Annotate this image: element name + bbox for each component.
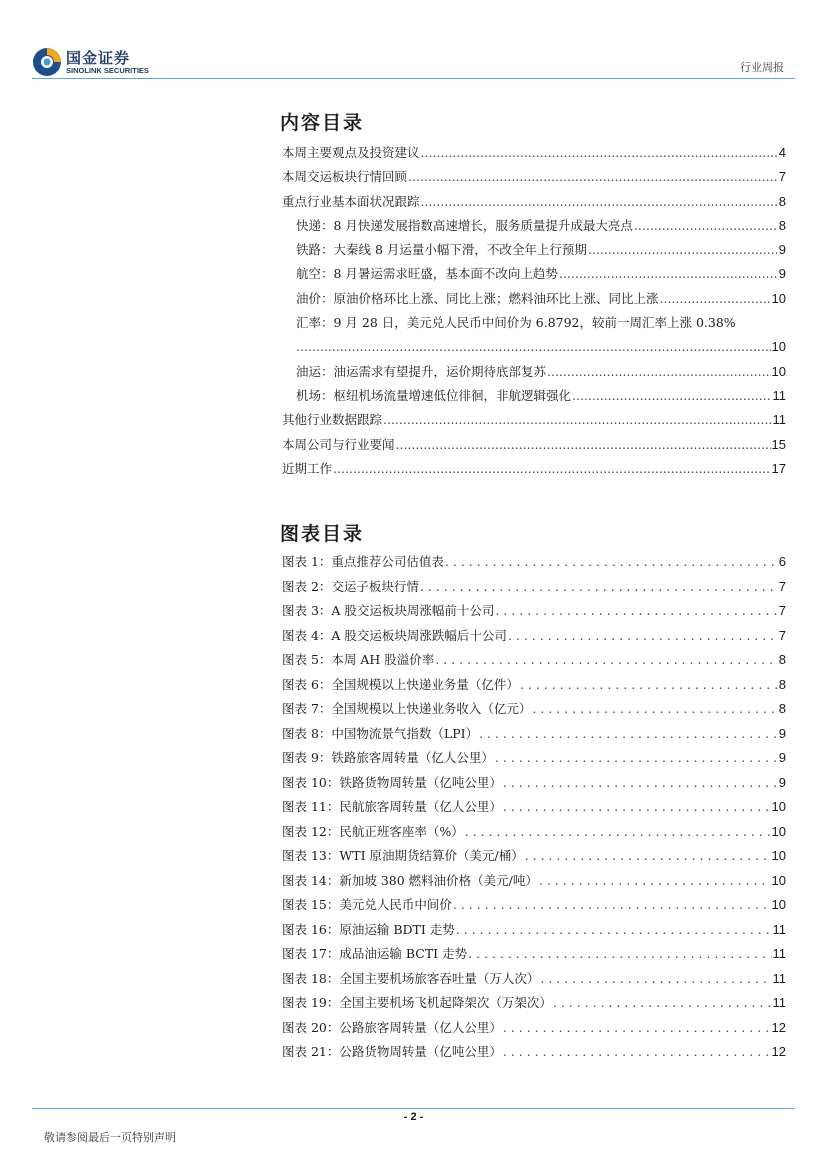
header-divider: [32, 78, 795, 79]
figure-entry[interactable]: [282, 1016, 786, 1041]
figures-list: [282, 550, 786, 1065]
entry-label: 图表 10：铁路货物周转量（亿吨公里）: [282, 774, 502, 790]
entry-page-number: 12: [771, 1019, 786, 1035]
entry-page-number: 9: [778, 725, 786, 741]
entry-label: 图表 8：中国物流景气指数（LPI）: [282, 725, 479, 741]
entry-label: 本周主要观点及投资建议: [282, 145, 420, 160]
entry-page-number: 11: [772, 995, 786, 1010]
toc-entry[interactable]: [282, 214, 786, 238]
disclaimer-note: 敬请参阅最后一页特别声明: [44, 1131, 176, 1144]
toc-entry[interactable]: [282, 384, 786, 408]
toc-entry-continuation[interactable]: [282, 335, 786, 359]
entry-page-number: 10: [771, 363, 786, 379]
entry-page-number: 9: [778, 242, 786, 258]
figure-entry[interactable]: [282, 746, 786, 771]
entry-label: 本周公司与行业要闻: [282, 436, 395, 452]
leader-dots: [634, 214, 778, 238]
leader-dots: [420, 575, 778, 599]
entry-page-number: 10: [771, 799, 786, 814]
leader-dots: [296, 335, 771, 359]
entry-label: 图表 19：全国主要机场飞机起降架次（万架次）: [282, 995, 552, 1010]
entry-page-number: 10: [771, 290, 786, 306]
leader-dots: [532, 697, 777, 721]
leader-dots: [479, 722, 778, 746]
figure-entry[interactable]: [282, 795, 786, 820]
entry-label: 图表 6：全国规模以上快递业务量（亿件）: [282, 676, 519, 692]
entry-page-number: 10: [771, 872, 786, 888]
entry-page-number: 8: [778, 676, 786, 692]
leader-dots: [503, 1016, 771, 1040]
entry-label: 汇率：9 月 28 日，美元兑人民币中间价为 6.8792，较前一周汇率上涨 0.38%: [296, 315, 736, 331]
figure-entry[interactable]: [282, 991, 786, 1016]
entry-label: 图表 7：全国规模以上快递业务收入（亿元）: [282, 701, 532, 716]
leader-dots: [383, 408, 771, 432]
entry-page-number: 10: [771, 848, 786, 863]
leader-dots: [572, 384, 771, 408]
figure-entry[interactable]: [282, 893, 786, 918]
entry-page-number: 8: [778, 217, 786, 233]
entry-label: 图表 18：全国主要机场旅客吞吐量（万人次）: [282, 970, 540, 986]
leader-dots: [503, 771, 778, 795]
toc-entry[interactable]: [282, 433, 786, 457]
entry-label: 图表 16：原油运输 BDTI 走势: [282, 921, 455, 937]
toc-entry[interactable]: [282, 141, 786, 165]
contents-title: 内容目录: [280, 112, 365, 134]
entry-label: 快递：8 月快递发展指数高速增长，服务质量提升成最大亮点: [296, 217, 633, 233]
entry-label: 图表 1：重点推荐公司估值表: [282, 554, 444, 569]
entry-page-number: 9: [778, 266, 786, 282]
footer-divider: [32, 1108, 795, 1109]
entry-label: 图表 12：民航正班客座率（%）: [282, 823, 464, 839]
toc-entry[interactable]: [282, 360, 786, 384]
figure-entry[interactable]: [282, 844, 786, 869]
entry-page-number: 17: [771, 460, 786, 476]
leader-dots: [508, 624, 778, 648]
figure-entry[interactable]: [282, 599, 786, 624]
entry-page-number: 10: [771, 897, 786, 912]
contents-list: [282, 141, 786, 481]
entry-page-number: 8: [778, 652, 786, 667]
figure-entry[interactable]: [282, 575, 786, 600]
figure-entry[interactable]: [282, 869, 786, 894]
leader-dots: [540, 967, 771, 991]
entry-label: 图表 5：本周 AH 股溢价率: [282, 652, 435, 667]
leader-dots: [660, 287, 771, 311]
leader-dots: [333, 457, 771, 481]
entry-page-number: 10: [771, 823, 786, 839]
entry-label: 图表 13：WTI 原油期货结算价（美元/桶）: [282, 848, 524, 863]
entry-page-number: 10: [771, 339, 786, 355]
figure-entry[interactable]: [282, 673, 786, 698]
toc-entry[interactable]: [282, 165, 786, 189]
toc-entry[interactable]: [282, 457, 786, 481]
entry-label: 机场：枢纽机场流量增速低位徘徊，非航逻辑强化: [296, 387, 572, 403]
leader-dots: [495, 599, 777, 623]
leader-dots: [453, 893, 771, 917]
leader-dots: [421, 141, 778, 165]
report-type-label: 行业周报: [740, 61, 784, 74]
entry-page-number: 9: [778, 774, 786, 790]
toc-entry[interactable]: [282, 311, 786, 335]
entry-label: 图表 21：公路货物周转量（亿吨公里）: [282, 1044, 502, 1059]
entry-label: 图表 17：成品油运输 BCTI 走势: [282, 946, 468, 961]
company-logo: [32, 47, 149, 77]
entry-page-number: 7: [778, 169, 786, 185]
figures-title: 图表目录: [280, 523, 365, 545]
entry-page-number: 12: [771, 1044, 786, 1059]
entry-label: 铁路：大秦线 8 月运量小幅下滑，不改全年上行预期: [296, 242, 587, 258]
entry-label: 图表 3：A 股交运板块周涨幅前十公司: [282, 603, 495, 618]
entry-page-number: 8: [778, 701, 786, 716]
entry-page-number: 11: [772, 970, 786, 986]
page-number: - 2 -: [403, 1111, 424, 1123]
leader-dots: [553, 991, 772, 1015]
sinolink-logo-icon: [32, 47, 62, 77]
toc-entry[interactable]: [282, 408, 786, 432]
entry-page-number: 4: [778, 145, 786, 160]
entry-label: 图表 4：A 股交运板块周涨跌幅后十公司: [282, 627, 507, 643]
entry-label: 本周交运板块行情回顾: [282, 169, 408, 185]
leader-dots: [588, 238, 778, 262]
entry-label: 油价：原油价格环比上涨、同比上涨；燃料油环比上涨、同比上涨: [296, 290, 659, 306]
entry-page-number: 11: [772, 921, 786, 937]
toc-entry[interactable]: [282, 190, 786, 214]
leader-dots: [547, 360, 771, 384]
entry-page-number: 7: [778, 578, 786, 594]
figure-entry[interactable]: [282, 648, 786, 673]
entry-page-number: 7: [778, 627, 786, 643]
leader-dots: [445, 550, 778, 574]
entry-label: 图表 11：民航旅客周转量（亿人公里）: [282, 799, 502, 814]
figure-entry[interactable]: [282, 771, 786, 796]
entry-label: 图表 20：公路旅客周转量（亿人公里）: [282, 1019, 502, 1035]
leader-dots: [408, 165, 778, 189]
entry-page-number: 7: [778, 603, 786, 618]
leader-dots: [495, 746, 778, 770]
logo-chinese-name: 国金证券: [66, 48, 131, 67]
leader-dots: [559, 262, 778, 286]
figure-entry[interactable]: [282, 550, 786, 575]
figure-entry[interactable]: [282, 624, 786, 649]
toc-entry[interactable]: [282, 262, 786, 286]
leader-dots: [421, 190, 778, 214]
figure-entry[interactable]: [282, 967, 786, 992]
figure-entry[interactable]: [282, 722, 786, 747]
entry-page-number: 11: [772, 412, 786, 428]
entry-label: 油运：油运需求有望提升，运价期待底部复苏: [296, 363, 547, 379]
leader-dots: [503, 1040, 771, 1064]
figure-entry[interactable]: [282, 820, 786, 845]
toc-entry[interactable]: [282, 238, 786, 262]
leader-dots: [468, 942, 771, 966]
leader-dots: [456, 918, 772, 942]
leader-dots: [435, 648, 777, 672]
entry-label: 航空：8 月暑运需求旺盛，基本面不改向上趋势: [296, 266, 558, 282]
figure-entry[interactable]: [282, 1040, 786, 1065]
entry-label: 图表 15：美元兑人民币中间价: [282, 897, 452, 912]
entry-page-number: 11: [772, 387, 786, 403]
leader-dots: [465, 820, 771, 844]
leader-dots: [520, 673, 778, 697]
entry-label: 重点行业基本面状况跟踪: [282, 193, 420, 209]
entry-page-number: 6: [778, 554, 786, 569]
entry-label: 近期工作: [282, 460, 333, 476]
leader-dots: [503, 795, 771, 819]
figure-entry[interactable]: [282, 918, 786, 943]
entry-label: 图表 9：铁路旅客周转量（亿人公里）: [282, 750, 494, 765]
entry-page-number: 8: [778, 193, 786, 209]
leader-dots: [539, 869, 771, 893]
entry-page-number: 11: [772, 946, 786, 961]
leader-dots: [525, 844, 771, 868]
logo-english-name: SINOLINK SECURITIES: [66, 65, 149, 75]
figure-entry[interactable]: [282, 697, 786, 722]
entry-page-number: 15: [771, 436, 786, 452]
entry-page-number: 9: [778, 750, 786, 765]
entry-label: 其他行业数据跟踪: [282, 412, 383, 428]
entry-label: 图表 2：交运子板块行情: [282, 578, 419, 594]
figure-entry[interactable]: [282, 942, 786, 967]
entry-label: 图表 14：新加坡 380 燃料油价格（美元/吨）: [282, 872, 538, 888]
toc-entry[interactable]: [282, 287, 786, 311]
leader-dots: [396, 433, 771, 457]
